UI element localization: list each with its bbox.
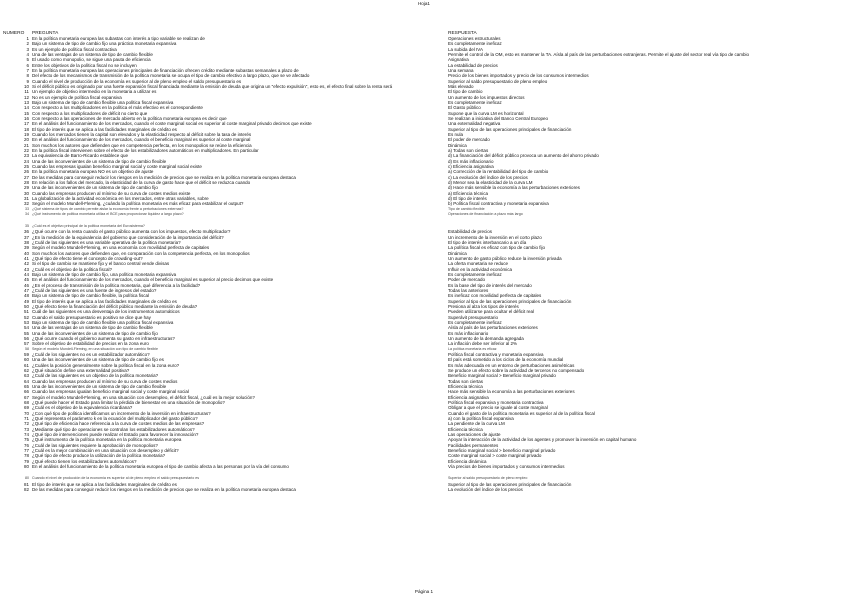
question-text: Una de las inconvenientes de un sistema de tipo de cambio flexible [32,158,167,164]
answer-text: b) Política fiscal contractiva y monetaria expansiva [448,201,549,207]
table-row [0,464,848,469]
answer-text: Beneficio marginal social > beneficio marginal privado [448,447,556,453]
row-number: 68 [23,399,29,405]
row-number: 70 [23,410,29,416]
row-number: 81 [23,481,29,487]
question-text: Son muchos los autores que defienden que en competencia perfecta, en los monopolios se reúne la eficiencia [32,142,252,148]
answer-text: d) La financiación del déficit público provoca un aumento del ahorro privado [448,153,599,159]
row-number: 5 [26,57,29,63]
row-number: 75 [23,437,29,443]
column-header-answer: RESPUESTA [448,31,477,36]
question-text: Bajo un sistema de tipo de cambio fijo, una política monetaria expansiva [32,272,177,278]
answer-text: Asignativa [448,57,469,63]
answer-text: Superior al tipo de las operaciones principales de financiación [448,298,572,304]
answer-text: a) Corrección de la rentabilidad del tipo de cambio [448,169,549,175]
answer-text: Superior al saldo presupuestario de pleno empleo [448,78,548,84]
answer-text: Es nula [448,131,464,137]
row-number: 2 [26,41,29,47]
answer-text: Hace más sensible la economía a las perturbaciones exteriores [448,389,575,395]
answer-text: Se produce un efecto sobre la actividad de terceros no compensado [448,368,585,374]
question-text: ¿Cuál es el objetivo de la política fiscal? [32,266,113,272]
answer-text: Es más adecuada en un entorno de perturbaciones asimétricas [448,362,575,368]
question-text: Con respecto a las operaciones de mercado abierto en la política monetaria europea es decir que [32,115,227,121]
row-number: 22 [23,147,29,153]
question-text: ¿Qué representa el parámetro k en la ecuación del multiplicador del gasto público? [32,415,198,421]
question-text: Bajo un sistema de tipo de cambio flexible, la política fiscal [32,293,150,299]
row-number: 10 [23,83,29,89]
question-text: ¿Qué tipo de efecto produce la utilización de la política monetaria? [32,453,166,459]
row-number: 55 [23,330,29,336]
row-number: 58 [25,346,29,351]
row-number: 28 [23,179,29,185]
row-number: 57 [23,341,29,347]
answer-text: La subida del IVA [448,46,483,52]
question-text: ¿Qué ocurre cuando el gobierno aumenta su gasto en infraestructuras? [32,336,175,342]
question-text: Una de las inconvenientes de un sistema de tipo de cambio fijo es [32,357,164,363]
column-header-question: PREGUNTA [32,31,59,36]
row-number: 27 [23,174,29,180]
question-text: Una de las ventajas de un sistema de tipo de cambio flexible [32,51,153,57]
question-text: El tipo de interés que se aplica a las facilidades marginales de crédito es [32,126,177,132]
answer-text: Superávit presupuestario [448,314,499,320]
row-number: 61 [23,362,29,368]
row-number: 8 [26,73,29,79]
question-text: Sobre el objetivo de estabilidad de precios en la zona euro [32,341,149,347]
question-text: Cuando los mercados tienen la capital son elevados y la elasticidad respecto al déficit sobre la tasa de interés [32,131,252,137]
question-text: No es un ejemplo de política fiscal expansiva [32,94,122,100]
question-text: ¿Qué efecto tienen los estabilizadores automáticos? [32,458,137,464]
row-number: 51 [23,309,29,315]
row-number: 69 [23,405,29,411]
row-number: 19 [23,131,29,137]
answer-text: Las operaciones de ajuste [448,431,501,437]
answer-text: El país está sometido a los ciclos de la economía mundial [448,357,564,363]
question-text: Con respecto a los multiplicadores en la política el más efectivo es el correspondiente [32,105,203,111]
question-text: Bajo un sistema de tipo de cambio fijo una práctica monetaria expansiva [32,41,177,47]
row-number: 23 [23,153,29,159]
row-number: 21 [23,142,29,148]
question-text: En la política monetaria europea NO es un objetivo de ajuste [32,169,154,175]
row-number: 64 [23,378,29,384]
question-text: Cuando las empresas igualan beneficio marginal social y coste marginal social [32,389,189,395]
row-number: 31 [23,195,29,201]
answer-text: Obligar a que el precio se iguale al coste marginal [448,405,548,411]
answer-text: Eficiencia técnica [448,384,483,389]
answer-text: Facilidades permanentes [448,442,499,448]
question-text: Bajo un sistema de tipo de cambio flexible una política fiscal expansiva [32,320,174,326]
row-number: 6 [26,62,29,68]
row-number: 7 [26,67,29,73]
answer-text: Un aumento de gasto público reduce la inversión privada [448,256,562,262]
row-number: 71 [23,415,29,421]
answer-text: El Gasto público [448,105,481,111]
row-number: 76 [23,442,29,448]
question-text: En el análisis del funcionamiento de los mercados, cuando el coste marginal social es superior al coste marginal privado decimos que existe [32,121,312,127]
question-text: En el análisis del funcionamiento de los mercados, cuando el beneficio marginal es superior al precio decimos que existe [32,277,274,283]
row-number: 43 [23,266,29,272]
answer-text: Política fiscal contractiva y monetaria expansiva [448,352,544,358]
row-number: 9 [26,78,29,84]
question-text: La globalización de la actividad económica en los mercados, entre otras variables, sobre [32,195,209,201]
row-number: 53 [23,320,29,326]
answer-text: d) Menor sea la elasticidad de la curva LM [448,179,533,185]
question-text: En la política fiscal intervienen sobre el efecto de los estabilizadores automáticos en multiplicadores. En particular [32,147,259,153]
question-text: En la política monetaria europea las subastas con interés a tipo variable se realizan de [32,36,205,41]
row-number: 50 [23,304,29,310]
answer-text: d) El tipo de interés [448,195,487,201]
question-text: ¿Qué sistema de tipos de cambio permite aislar la economía frente a perturbaciones externas? [32,206,184,211]
answer-text: Beneficio marginal social > Beneficio marginal privado [448,373,556,379]
row-number: 49 [23,298,29,304]
question-text: ¿Cuál de las siguientes es una variable operativa de la política monetaria? [32,240,181,246]
answer-text: Un aumento de la demanda agregada [448,336,524,342]
answer-text: Operaciones de financiación a plazo más largo [448,211,523,216]
question-text: ¿Qué tipo de efecto tiene el concepto de crowding-out? [32,256,143,262]
question-text: Es un ejemplo de política fiscal contractiva [32,46,117,52]
answer-text: Eficiencia dinámica [448,458,487,464]
answer-text: Tipo de cambio flexible [448,206,485,211]
answer-text: La pendiente de la curva LM [448,421,505,427]
answer-text: Una semana [448,67,474,73]
question-text: Según el modelo Mundell-Fleming, en una situación con desempleo, el déficit fiscal, ¿cuál es la mejor solución? [32,394,255,400]
answer-text: Política fiscal expansiva y monetaria contractiva [448,399,544,405]
question-text: De las medidas para conseguir reducir los riesgos en la medición de precios que se realiza en la política monetaria europea destaca [32,486,296,492]
answer-text: La evolución del índice de los precios [448,486,523,492]
question-text: El usado como monopolio, se sigue una pauta de eficiencia [32,57,151,63]
question-text: ¿Cuál es el objetivo de la equivalencia ricardiana? [32,405,133,411]
row-number: 36 [23,229,29,235]
answer-text: d) Es más inflacionario [448,158,494,164]
answer-text: Cuando el gasto de la política monetaria es superior al de la política fiscal [448,410,595,416]
row-number: 29 [23,185,29,191]
question-text: Entre los objetivos de la política fiscal no se incluyen [32,62,137,68]
question-text: Cuando las empresas producen al mínimo de su curva de costes medios existe [32,190,191,196]
row-number: 62 [23,368,29,374]
answer-text: Todas las anteriores [448,288,489,294]
answer-text: Apoyar la interacción de la actividad de los agentes y promover la inversión en capital humano [448,437,637,443]
answer-text: Superior al tipo de las operaciones principales de financiación [448,481,572,487]
question-text: ¿Qué efecto tiene la financiación del déficit público mediante la emisión de deuda? [32,304,198,310]
table-row [0,487,848,492]
answer-text: Eficiencia técnica [448,426,483,432]
question-text: En relación a los fallos del mercado, la elasticidad de la curva de gasto hace que el déficit se reduzca cuando [32,179,251,185]
question-text: ¿Qué situación define una externalidad positiva? [32,368,130,374]
question-text: Cuál de las siguientes es una desventaja de los instrumentos automáticos [32,309,180,315]
question-text: De las medidas para conseguir reducir los riesgos en la medición de precios que se realiza en la política monetaria europea destaca [32,174,296,180]
row-number: 54 [23,325,29,331]
page-header: Hoja1 [417,1,430,6]
answer-text: Es completamente ineficaz [448,99,502,105]
row-number: 13 [23,99,29,105]
row-number: 15 [23,110,29,116]
answer-text: La estabilidad de precios [448,62,498,68]
row-number: 37 [23,234,29,240]
question-text: Cuando las empresas producen al mínimo de su curva de costes medios [32,378,178,384]
row-number: 41 [23,256,29,262]
question-text: Si el déficit público es originado por una fuerte expansión fiscal financiada mediante la emisión de deuda que origina un "efecto expulsión", esto es, el efecto final sobre la renta será [32,83,393,89]
question-text: ¿Cuál es la mejor combinación en una situación con desempleo y déficit? [32,447,179,453]
question-text: ¿En el proceso de transmisión de la política monetaria, qué diferencia a la facilidad? [32,282,201,288]
answer-text: La inflación debe ser inferior al 2% [448,341,518,347]
row-number: 63 [23,373,29,379]
question-text: Según el modelo Mundell-Fleming, ¿cuándo la política monetaria es más eficaz para estabilizar el output? [32,201,244,207]
row-number: 46 [23,282,29,288]
row-number: 17 [23,121,29,127]
row-number: 16 [23,115,29,121]
row-number: 52 [23,314,29,320]
question-text: ¿Cuál de las siguientes requiere la aprobación de monopolios? [32,442,158,448]
question-text: Una de las ventajas de un sistema de tipo de cambio flexible [32,325,153,331]
question-text: ¿Qué tipo de eficiencia hace referencia a la curva de costes medios de las empresas? [32,421,205,427]
question-text: En el análisis del funcionamiento de los mercados, cuando el beneficio marginal es superior al coste marginal [32,137,251,143]
row-number: 67 [23,394,29,400]
answer-text: a) con la política fiscal expansiva [448,415,514,421]
row-number: 79 [23,458,29,464]
row-number: 35 [25,224,29,229]
row-number: 12 [23,94,29,100]
row-number: 65 [23,384,29,389]
answer-text: Es completamente ineficaz [448,320,502,326]
row-number: 48 [23,293,29,299]
question-text: Del efecto de los mecanismos de transmisión de la política monetaria se ocupa el tipo de cambio efectivo a largo plazo, que se ve afectado [32,73,310,79]
row-number: 56 [23,336,29,342]
question-text: ¿Qué instrumento de política monetaria utiliza el BCE para proporcionar liquidez a largo plazo? [32,211,184,216]
question-text: El tipo de interés que se aplica a las facilidades marginales de crédito es [32,481,177,487]
question-text: ¿En la medición de la equivalencia del gobierno que consideración de la importancia del déficit? [32,234,224,240]
question-text: ¿Cuál de las siguientes es una fuente de ingresos del estado? [32,288,157,294]
answer-text: d) Hace más sensible la economía a las perturbaciones exteriores [448,185,580,191]
answer-text: La política fiscal es eficaz con tipo de cambio fijo [448,245,546,251]
answer-text: Precio de los bienes importados y precio de los consumos intermedios [448,73,589,79]
row-number: 4 [26,51,29,57]
question-text: Cuando el nivel de producción de la economía es superior al de pleno empleo el saldo presupuestario es [32,78,242,84]
row-number: 78 [23,453,29,459]
answer-text: Es la base del tipo de interés del mercado [448,282,532,288]
question-text: ¿Cuál es el objetivo principal de la política monetaria del Eurosistema? [32,224,145,229]
row-number: 32 [23,201,29,207]
row-number: 80 [23,463,29,469]
row-number: 47 [23,288,29,294]
row-number: 45 [23,277,29,283]
answer-text: Estabilidad de precios [448,229,493,235]
row-number: 26 [23,169,29,175]
answer-text: Se realizan a iniciativa del Banco Central Europeo [448,115,549,121]
question-text: ¿Cuál de las siguientes es un objetivo de la política monetaria? [32,373,159,379]
question-text: Una de las inconvenientes de un sistema de tipo de cambio fijo [32,185,158,191]
question-text: Según el modelo Mundell-Fleming, en una situación con tipo de cambio flexible [32,346,159,351]
answer-text: La oferta monetaria se reduce [448,261,509,267]
question-text: Son muchos los autores que defienden que, en comparación con la competencia perfecta, en los monopolios [32,250,250,256]
answer-text: c) Eficiencia asignativa [448,163,494,169]
row-number: 30 [23,190,29,196]
row-number: 60 [23,357,29,363]
answer-text: La política monetaria es eficaz [448,346,497,351]
row-number: 34 [25,211,29,216]
question-text: ¿Mediante qué tipo de operaciones se controlan los estabilizadores automáticos? [32,426,195,432]
column-header-number: NUMERO [3,31,25,36]
answer-text: Supone que la curva LM es horizontal [448,110,524,116]
row-number: 14 [23,105,29,111]
question-text: ¿Qué ocurre con la renta cuando el gasto público aumenta con los impuestos, efecto multiplicador? [32,229,231,235]
question-text: ¿Con qué tipo de política identificamos un incremento de la inversión en infraestructuras? [32,410,211,416]
row-number: 33 [25,206,29,211]
question-text: Cuando las empresas igualan beneficio marginal social y coste marginal social existe [32,163,202,169]
row-number: 44 [23,272,29,278]
answer-text: El tipo de cambio [448,89,483,95]
question-text: En la política monetaria europea las operaciones principales de financiación ofrecen crédito mediante subastas semanales a plazo de [32,67,299,73]
row-number: 25 [23,163,29,169]
answer-text: El tipo de interés interbancario a un día [448,240,527,246]
row-number: 74 [23,431,29,437]
row-number: 1 [26,36,29,41]
answer-text: Permite el control de la OM, esto es mantener la TA. Aísla al país de las perturbaciones extranjeras. Permite el ajuste del sector real vía tipo de cambio [448,51,749,57]
answer-text: Dinámica [448,250,467,256]
row-gap [0,217,848,224]
answer-text: Eficiencia asignativa [448,394,489,400]
question-text: Si el tipo de cambio se mantiene fijo y el banco central vende divisas [32,261,170,267]
row-number: 66 [23,389,29,395]
question-text: En el análisis del funcionamiento de la política monetaria europea el tipo de cambio afecta a las personas por la vía del consumo [32,463,289,469]
row-number: 38 [23,240,29,246]
row-number: 82 [23,486,29,492]
answer-text: El poder de mercado [448,137,490,143]
row-number: 42 [23,261,29,267]
question-text: Bajo un sistema de tipo de cambio flexible una política fiscal expansiva [32,99,174,105]
question-table [0,36,848,492]
answer-text: Coste marginal social > coste marginal privado [448,453,542,459]
row-number: 72 [23,421,29,427]
question-text: ¿Cuál de los siguientes no es un estabilizador automático? [32,352,150,358]
row-number: 11 [24,89,29,95]
answer-text: Es completamente ineficaz [448,41,502,47]
answer-text: a) Todas son ciertas [448,147,489,153]
answer-text: Es ineficaz con movilidad perfecta de capitales [448,293,542,299]
row-number: 24 [23,158,29,164]
answer-text: Aísla al país de las perturbaciones exteriores [448,325,538,331]
question-text: Con respecto a los multiplicadores de déficit no cierto que [32,110,148,116]
table-row [0,212,848,217]
answer-text: c) La evolución del índice de los precios [448,174,528,180]
page-footer: Página 1 [414,589,434,594]
row-number: 18 [23,126,29,132]
answer-text: Poder de mercado [448,277,486,283]
question-text: Una de las inconvenientes de un sistema de tipo de cambio flexible [32,384,167,389]
question-text: Una de las inconvenientes de un sistema de tipo de cambio fijo [32,330,158,336]
answer-text: Superior al tipo de las operaciones principales de financiación [448,126,572,132]
question-text: ¿Qué tipo de intervenciones puede realizar el Estado para favorecer la innovación? [32,431,199,437]
row-number: 59 [23,352,29,358]
question-text: ¿Cuáles la posición generalmente sobre la política fiscal en la zona euro? [32,362,180,368]
row-number: 3 [26,46,29,52]
answer-text: Un aumento de los impuestos directos [448,94,525,100]
row-number: 20 [23,137,29,143]
row-number: 40 [23,250,29,256]
question-text: La equivalencia de Barro-Ricardo establece que [32,153,129,159]
answer-text: Operaciones estructurales [448,36,501,41]
answer-text: Superior al saldo presupuestario de pleno empleo [448,476,528,481]
question-text: ¿Qué puede hacer el Estado para limitar la pérdida de bienestar en una situación de monopolio? [32,399,225,405]
row-gap [0,469,848,476]
question-text: ¿Qué instrumento de la política monetaria en la política monetaria europea [32,437,182,443]
answer-text: Es más inflacionario [448,330,489,336]
answer-text: Más elevado [448,83,474,89]
question-text: Según el modelo Mundell-Fleming, en una economía con movilidad perfecta de capitales [32,245,210,251]
answer-text: Dinámica [448,142,467,148]
answer-text: Presiona al alza los tipos de interés [448,304,519,310]
answer-text: a) Eficiencia técnica [448,190,489,196]
row-number: 80 [25,476,29,481]
row-number: 77 [23,447,29,453]
question-text: Cuando el nivel de producción de la economía es superior al de pleno empleo el saldo presupuestario es [32,476,200,481]
answer-text: Una externalidad negativa [448,121,501,127]
question-text: Cuando el saldo presupuestario es positivo se dice que hay [32,314,151,320]
answer-text: Influir en la actividad económica [448,266,513,272]
question-text: El tipo de interés que se aplica a las facilidades marginales de crédito es [32,298,177,304]
answer-text: Es completamente ineficaz [448,272,502,278]
row-number: 39 [23,245,29,251]
row-number: 73 [23,426,29,432]
answer-text: Pueden utilizarse para ocultar el déficit real [448,309,535,315]
answer-text: Todas son ciertas [448,378,484,384]
question-text: Un ejemplo de objetivo intermedio en la monetaria a utilizar es [32,89,157,95]
answer-text: Vía precios de bienes importados y consumos intermedios [448,463,565,469]
answer-text: Un incremento de la inversión en el corto plazo [448,234,542,240]
